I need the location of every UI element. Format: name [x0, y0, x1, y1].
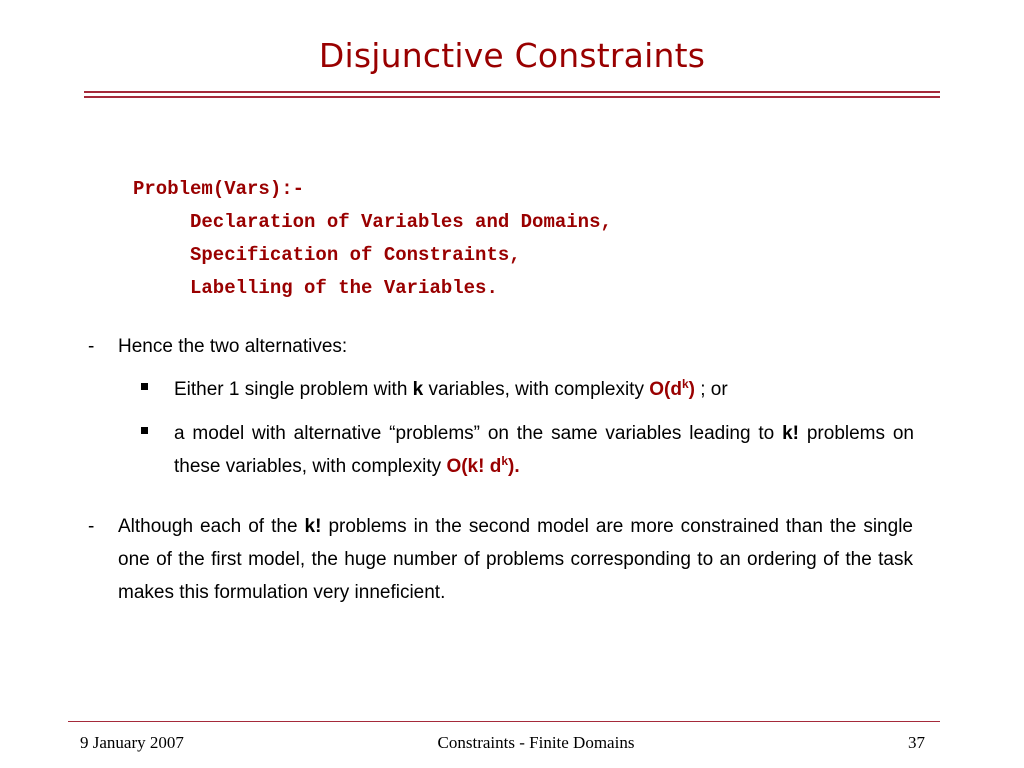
- code-block: [133, 173, 612, 305]
- slide-title: Disjunctive Constraints: [318, 36, 706, 75]
- code-line-declaration: Declaration of Variables and Domains,: [190, 211, 612, 233]
- footer-rule: [68, 721, 940, 722]
- bullet-dash-1: -: [88, 336, 95, 357]
- code-line-head: Problem(Vars):-: [133, 178, 305, 200]
- bullet-1-text: Hence the two alternatives:: [118, 336, 348, 357]
- code-line-labelling: Labelling of the Variables.: [190, 277, 498, 299]
- title-rule-top: [84, 91, 940, 93]
- sub-bullet-2: a model with alternative “problems” on the same variables leading to k! problems on these variables, with complexity O(k! $d^k$).: [174, 423, 914, 477]
- bullet-2-text: Although each of the k! problems in the second model are more constrained than the single one of the first model, the huge number of problems corresponding to an ordering of the task makes this formulation very inneficient.: [118, 516, 913, 603]
- bullet-dash-2: -: [88, 516, 95, 537]
- square-bullet-icon: [141, 427, 148, 434]
- footer-title: Constraints - Finite Domains: [437, 733, 635, 752]
- footer-date: 9 January 2007: [80, 733, 184, 752]
- code-line-specification: Specification of Constraints,: [190, 244, 521, 266]
- title-rule-bottom: [84, 96, 940, 98]
- sub-bullet-1: Either 1 single problem with k variables, with complexity $O(d^k)$ ; or: [174, 377, 728, 400]
- page-number: 37: [908, 733, 925, 752]
- square-bullet-icon: [141, 383, 148, 390]
